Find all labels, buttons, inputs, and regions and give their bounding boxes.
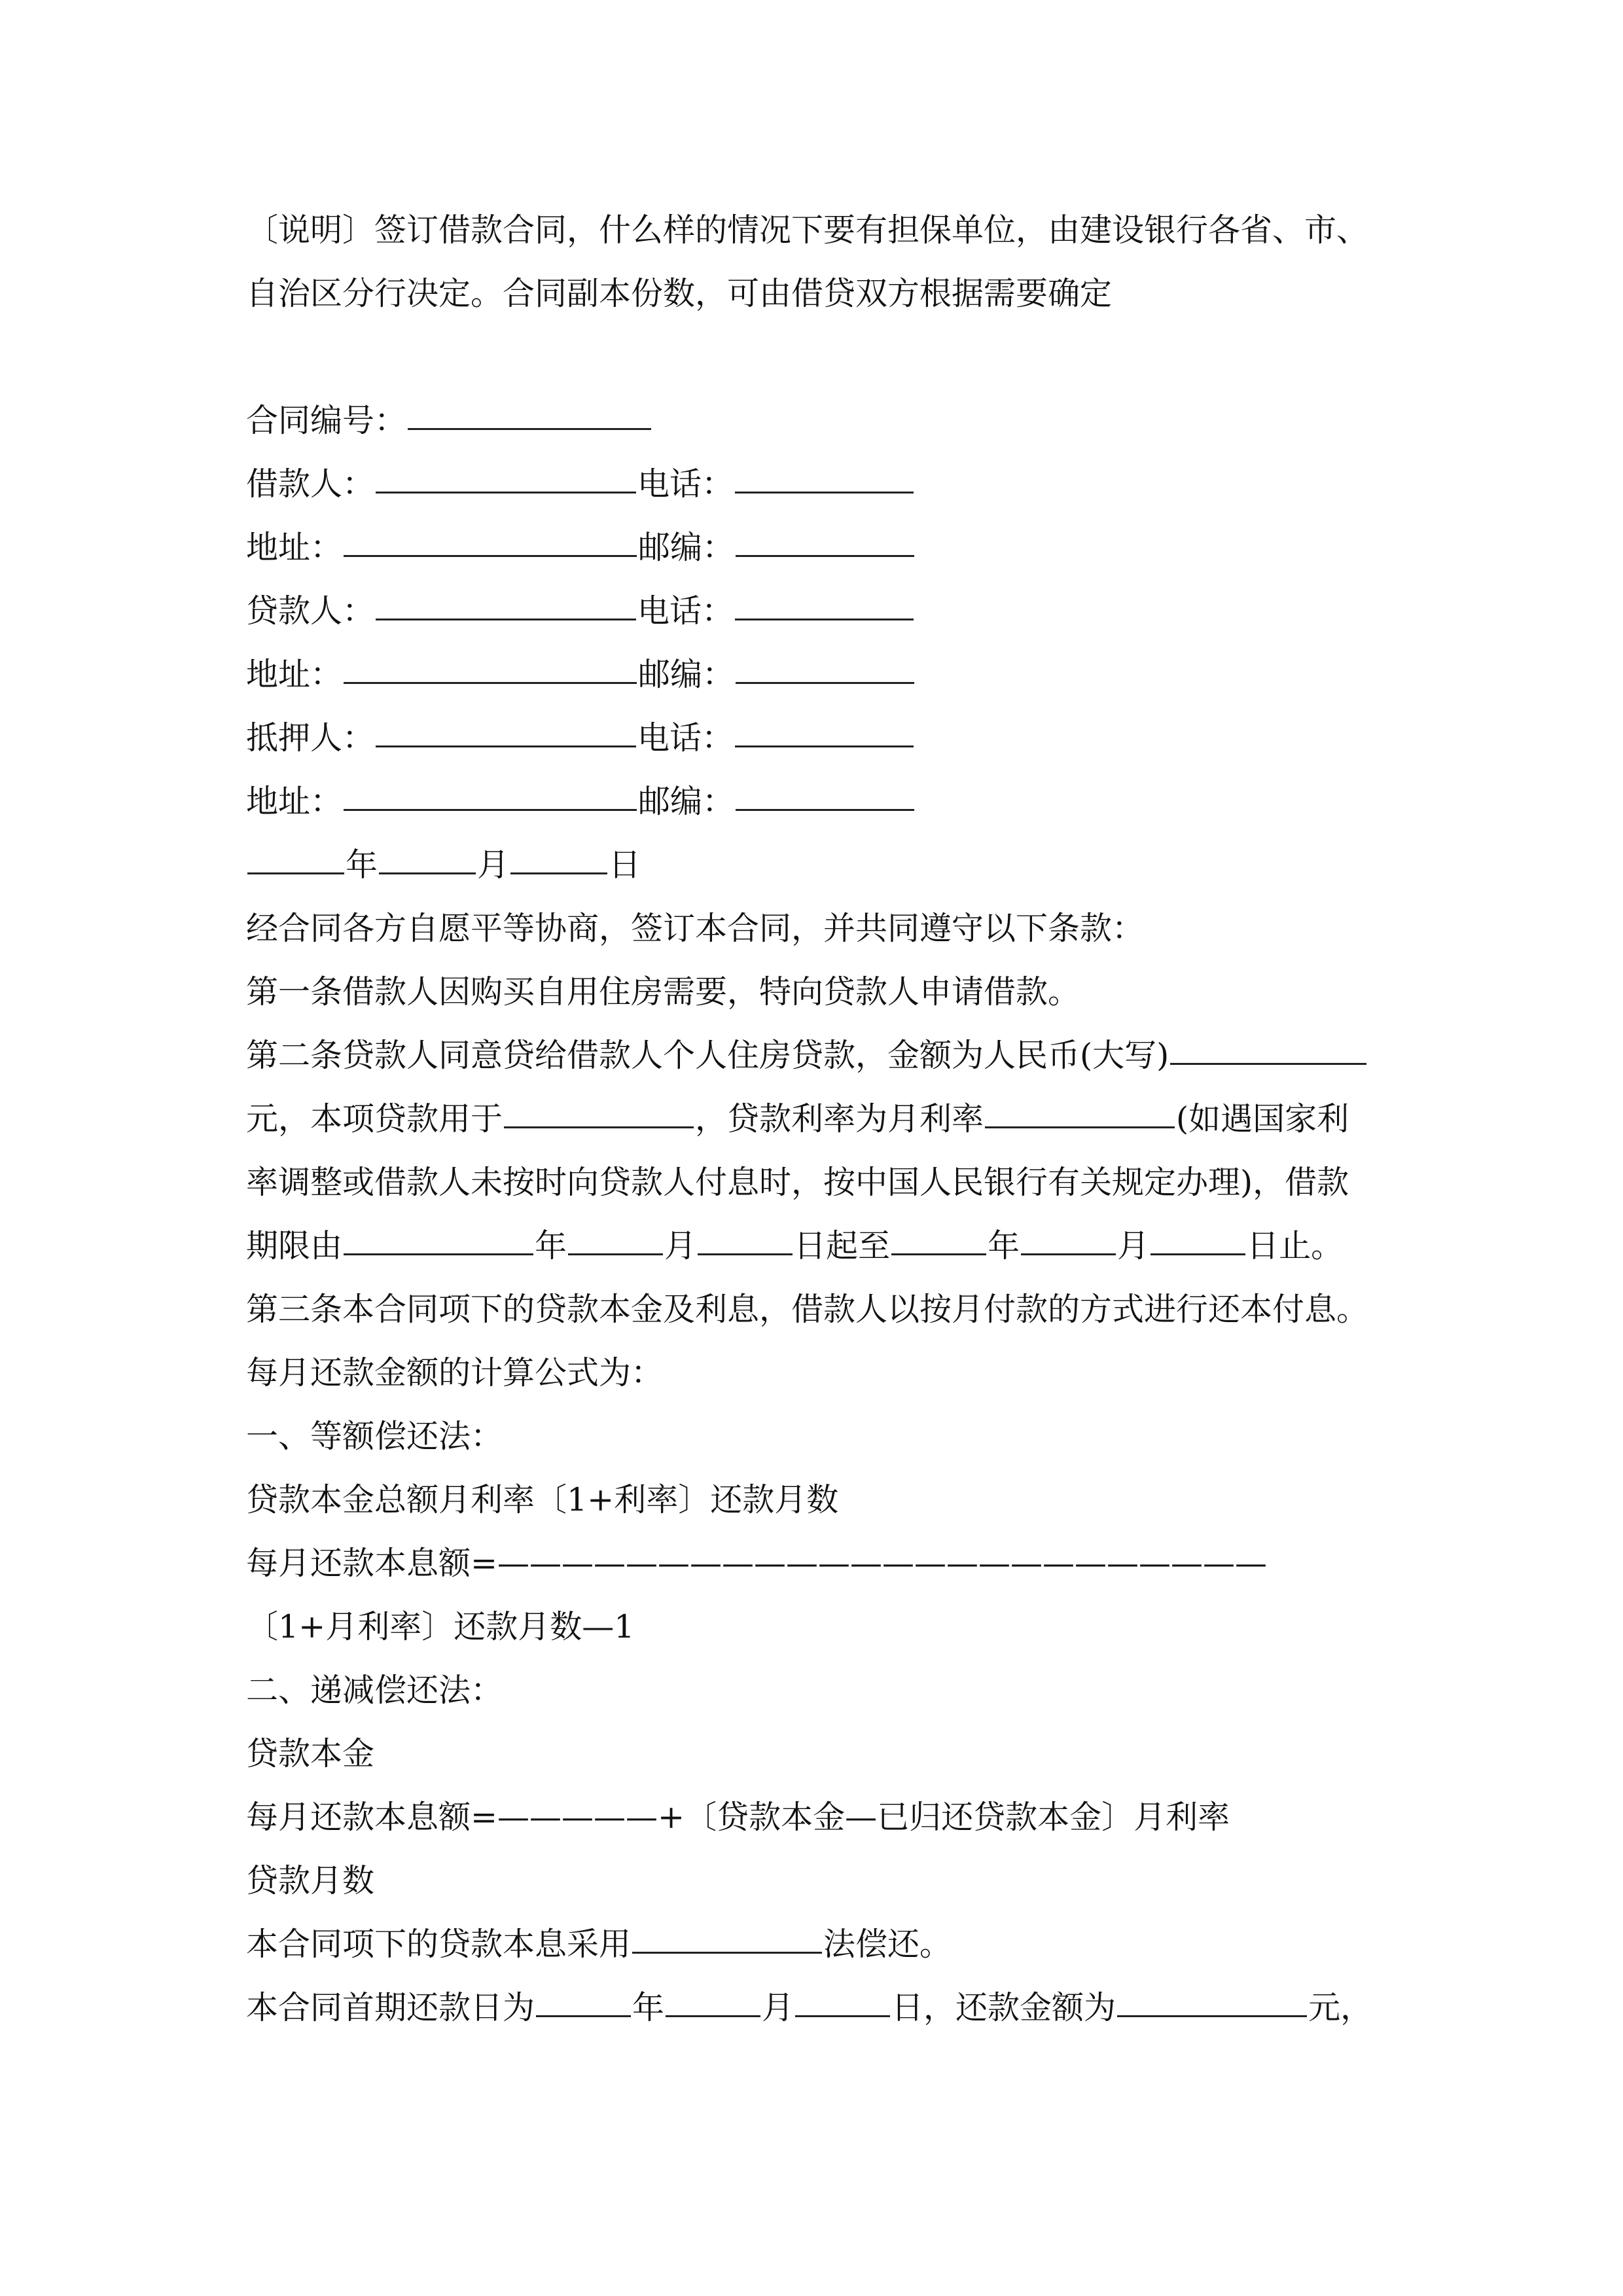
contract-number-label: 合同编号： — [246, 402, 407, 439]
lender-postcode-blank[interactable] — [736, 643, 914, 684]
article-2-note-text: (如遇国家利 — [1176, 1100, 1349, 1138]
first-repayment-month-blank[interactable] — [666, 1976, 760, 2017]
postcode-label: 邮编： — [638, 783, 735, 820]
first-repayment-amount-text: 日，还款金额为 — [891, 1989, 1116, 2026]
phone-label: 电话： — [637, 719, 734, 757]
borrower-address-row — [246, 516, 916, 580]
method-1-denominator: 〔1+月利率〕还款月数—1 — [246, 1608, 635, 1645]
address-label: 地址： — [246, 783, 343, 820]
borrower-postcode-blank[interactable] — [736, 516, 914, 557]
address-label: 地址： — [246, 529, 343, 566]
borrower-label: 借款人： — [246, 465, 375, 503]
lender-address-blank[interactable] — [344, 643, 637, 684]
first-repayment-row — [246, 1976, 1372, 2040]
term-from-text: 期限由 — [246, 1227, 343, 1265]
lender-phone-blank[interactable] — [735, 579, 914, 620]
day-label: 日 — [609, 846, 641, 884]
article-2-rate-text: ，贷款利率为月利率 — [695, 1100, 984, 1138]
year-label: 年 — [535, 1227, 567, 1265]
phone-label: 电话： — [637, 592, 734, 630]
formula-intro: 每月还款金额的计算公式为： — [246, 1354, 664, 1391]
term-end-day-blank[interactable] — [1150, 1214, 1245, 1255]
rate-blank[interactable] — [985, 1087, 1175, 1128]
address-label: 地址： — [246, 656, 343, 693]
postcode-label: 邮编： — [638, 656, 735, 693]
date-row — [246, 833, 641, 897]
mortgagor-address-blank[interactable] — [344, 770, 637, 811]
year-label: 年 — [346, 846, 378, 884]
first-repayment-day-blank[interactable] — [795, 1976, 890, 2017]
borrower-row — [246, 452, 915, 516]
term-start-day-blank[interactable] — [698, 1214, 793, 1255]
term-start-month-blank[interactable] — [568, 1214, 663, 1255]
intro-paragraph: 经合同各方自愿平等协商，签订本合同，并共同遵守以下条款： — [246, 910, 1145, 947]
first-repayment-suffix: 元， — [1308, 1989, 1373, 2026]
repayment-method-text: 本合同项下的贷款本息采用 — [246, 1926, 632, 1963]
mortgagor-postcode-blank[interactable] — [736, 770, 914, 811]
contract-number-blank[interactable] — [408, 389, 651, 430]
note-line-2: 自治区分行决定。合同副本份数，可由借贷双方根据需要确定 — [246, 275, 1113, 312]
repayment-method-suffix: 法偿还。 — [823, 1926, 952, 1963]
contract-number-row — [246, 389, 652, 453]
article-2-text: 第二条贷款人同意贷给借款人个人住房贷款，金额为人民币(大写) — [246, 1037, 1169, 1074]
month-label: 月 — [762, 1989, 794, 2026]
year-blank[interactable] — [247, 833, 344, 874]
note-line-1: 〔说明〕签订借款合同，什么样的情况下要有担保单位，由建设银行各省、市、 — [246, 211, 1369, 249]
article-3: 第三条本合同项下的贷款本金及利息，借款人以按月付款的方式进行还本付息。 — [246, 1291, 1369, 1328]
lender-row — [246, 579, 915, 643]
month-label: 月 — [477, 846, 510, 884]
postcode-label: 邮编： — [638, 529, 735, 566]
method-2-equation: 每月还款本息额=—————+〔贷款本金—已归还贷款本金〕月利率 — [246, 1799, 1230, 1836]
method-1-equation: 每月还款本息额=———————————————————————— — [246, 1545, 1268, 1582]
mortgagor-row — [246, 706, 915, 770]
phone-label: 电话： — [637, 465, 734, 503]
term-to-text: 日起至 — [794, 1227, 891, 1265]
borrower-blank[interactable] — [376, 452, 636, 493]
article-2-usage-text: 元，本项贷款用于 — [246, 1100, 503, 1138]
month-label: 月 — [664, 1227, 697, 1265]
term-end-month-blank[interactable] — [1021, 1214, 1116, 1255]
month-blank[interactable] — [379, 833, 476, 874]
repayment-method-blank[interactable] — [632, 1912, 822, 1954]
term-end-year-blank[interactable] — [891, 1214, 986, 1255]
year-label: 年 — [632, 1989, 665, 2026]
usage-blank[interactable] — [504, 1087, 694, 1128]
mortgagor-label: 抵押人： — [246, 719, 375, 757]
borrower-address-blank[interactable] — [344, 516, 637, 557]
first-repayment-year-blank[interactable] — [536, 1976, 631, 2017]
day-blank[interactable] — [510, 833, 607, 874]
article-2-line-3: 率调整或借款人未按时向贷款人付息时，按中国人民银行有关规定办理)，借款 — [246, 1164, 1349, 1201]
mortgagor-phone-blank[interactable] — [735, 706, 914, 747]
article-2-line-1 — [246, 1024, 1368, 1088]
borrower-phone-blank[interactable] — [735, 452, 914, 493]
mortgagor-blank[interactable] — [376, 706, 636, 747]
article-2-line-4 — [246, 1214, 1343, 1278]
method-1-numerator: 贷款本金总额月利率〔1+利率〕还款月数 — [246, 1481, 839, 1518]
term-start-year-blank[interactable] — [344, 1214, 533, 1255]
first-repayment-text: 本合同首期还款日为 — [246, 1989, 535, 2026]
method-2-title: 二、递减偿还法： — [246, 1672, 503, 1709]
mortgagor-address-row — [246, 770, 916, 834]
article-2-line-2 — [246, 1087, 1349, 1151]
method-2-denominator: 贷款月数 — [246, 1862, 375, 1899]
first-repayment-amount-blank[interactable] — [1117, 1976, 1307, 2017]
amount-blank[interactable] — [1170, 1024, 1366, 1065]
month-label: 月 — [1117, 1227, 1150, 1265]
term-end-text: 日止。 — [1247, 1227, 1344, 1265]
lender-label: 贷款人： — [246, 592, 375, 630]
year-label: 年 — [988, 1227, 1020, 1265]
article-1: 第一条借款人因购买自用住房需要，特向贷款人申请借款。 — [246, 973, 1080, 1011]
lender-address-row — [246, 643, 916, 707]
repayment-method-row — [246, 1912, 952, 1977]
lender-blank[interactable] — [376, 579, 636, 620]
method-1-title: 一、等额偿还法： — [246, 1418, 503, 1455]
method-2-numerator: 贷款本金 — [246, 1735, 375, 1772]
